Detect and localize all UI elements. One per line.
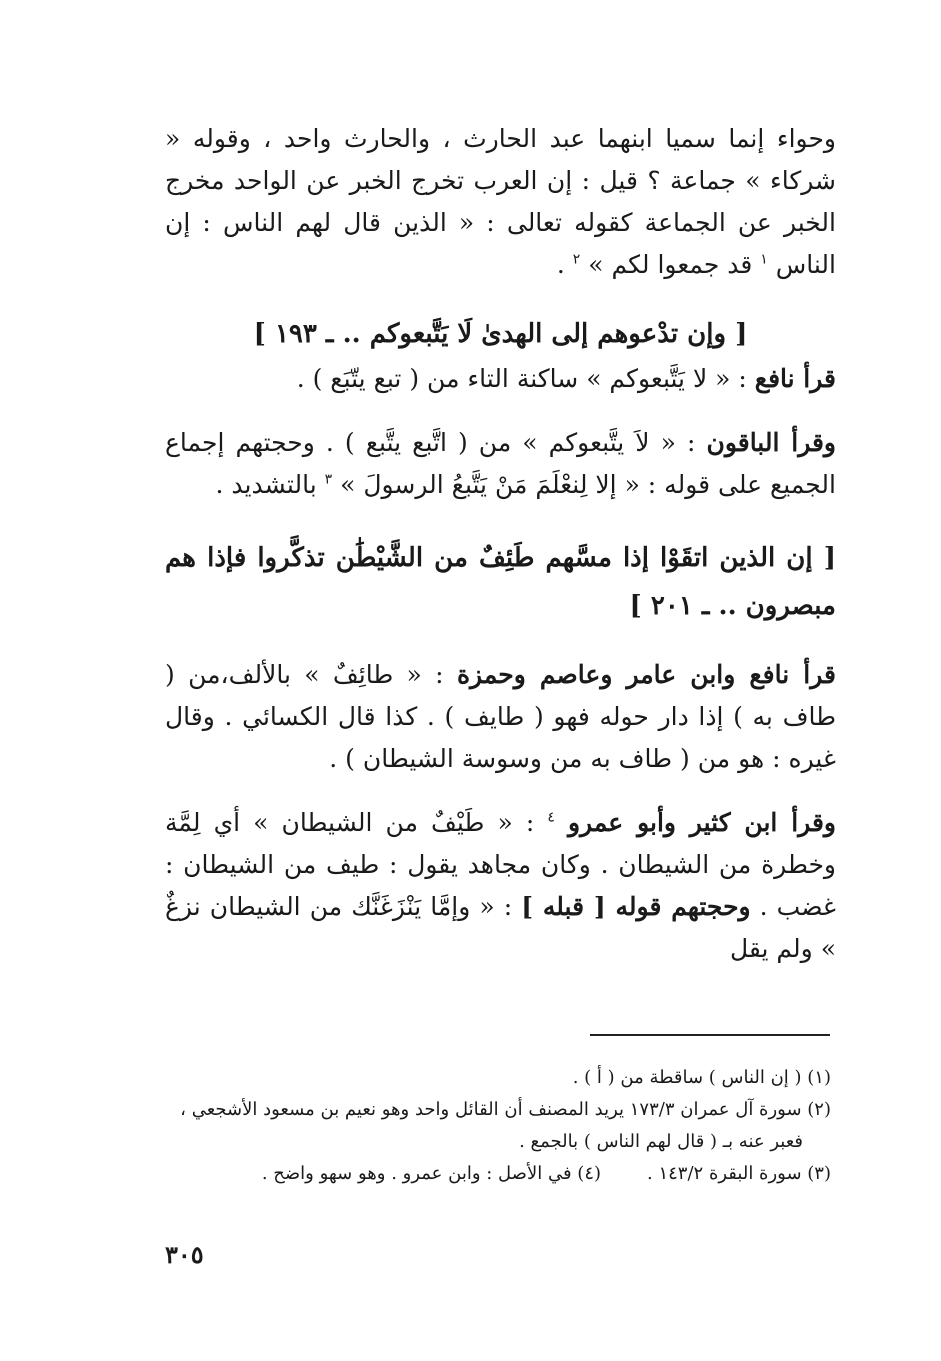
footnote-2: (٢) سورة آل عمران ١٧٣/٣ يريد المصنف أن القائل واحد وهو نعيم بن مسعود الأشجعي ، [180,1099,831,1120]
footnote-1: (١) ( إن الناس ) ساقطة من ( أ ) . [572,1067,831,1088]
footnote-ref-3: ٣ [324,471,333,488]
verse-heading-201: [ إن الذين اتقَوْا إذا مسَّهم طَئِفٌ من الشَّيْطَٰن تذكَّروا فإذا هم مبصرون .. ـ ٢٠١ ] [165,543,836,621]
paragraph-1-end: . [556,250,565,279]
paragraph-3-text: : « لاَ يتَّبعوكم » من ( اتَّبع يتَّبع ) . وحجتهم إجماع الجميع على قوله : « إلا لِنعْلَمَ مَنْ يَتَّبعُ الرسولَ » [165,428,836,499]
reader-names-ibn-kathir: وقرأ ابن كثير وأبو عمرو [567,808,836,837]
paragraph-1-text-b: قد جمعوا لكم » [588,250,753,279]
paragraph-4 [165,654,836,780]
footnote-row-3-4 [151,1158,831,1190]
footnote-ref-1: ١ [760,251,768,268]
reader-name-nafi: قرأ نافع [754,364,836,393]
footnote-3: (٣) سورة البقرة ١٤٣/٢ . [647,1163,831,1184]
footnote-4: (٤) في الأصل : وابن عمرو . وهو سهو واضح . [261,1163,602,1184]
paragraph-5-text: : « طَيْفٌ من الشيطان » أي لِمَّة وخطرة من الشيطان . وكان مجاهد يقول : طيف من الشيطان : غضب . [165,808,836,921]
verse-heading-193: [ وإن تدْعوهم إلى الهدىٰ لَا يَتَّبعوكم .. ـ ١٩٣ ] [253,319,748,349]
paragraph-4-text: : « طائِفٌ » بالألف،من ( طاف به ) إذا دار حوله فهو ( طايف ) . كذا قال الكسائي . وقال غيره : هو من ( طاف به من وسوسة الشيطان ) . [165,660,836,773]
paragraph-5-text-2: : « وإمَّا يَنْزَغَنَّك من الشيطان نزغٌ » ولم يقل [165,892,836,963]
footnotes [151,1062,831,1190]
paragraph-1-text: وحواء إنما سميا ابنهما عبد الحارث ، والحارث واحد ، وقوله « شركاء » جماعة ؟ قيل : إن العرب تخرج الخبر عن الواحد مخرج الخبر عن الجماعة كقوله تعالى : « الذين قال لهم الناس : إن الناس [165,124,836,279]
footnote-ref-2: ٢ [572,251,581,268]
footnote-divider [590,1034,830,1036]
footnote-2-continued: فعبر عنه بـ ( قال لهم الناس ) بالجمع . [519,1131,803,1152]
page-number: ٣٠٥ [165,1240,204,1269]
argument-label: وحجتهم قوله [ قبله ] [521,892,751,921]
footnote-ref-4: ٤ [547,809,555,826]
paragraph-3 [165,422,836,506]
paragraph-2-text: : « لا يَتَّبعوكم » ساكنة التاء من ( تبع يتّبَع ) . [296,364,747,393]
paragraph-3-end: بالتشديد . [215,470,317,499]
paragraph-1 [165,118,836,286]
paragraph-2 [165,358,836,400]
reader-name-others: وقرأ الباقون [706,428,837,457]
reader-names-group: قرأ نافع وابن عامر وعاصم وحمزة [456,660,836,689]
paragraph-5 [165,802,836,970]
